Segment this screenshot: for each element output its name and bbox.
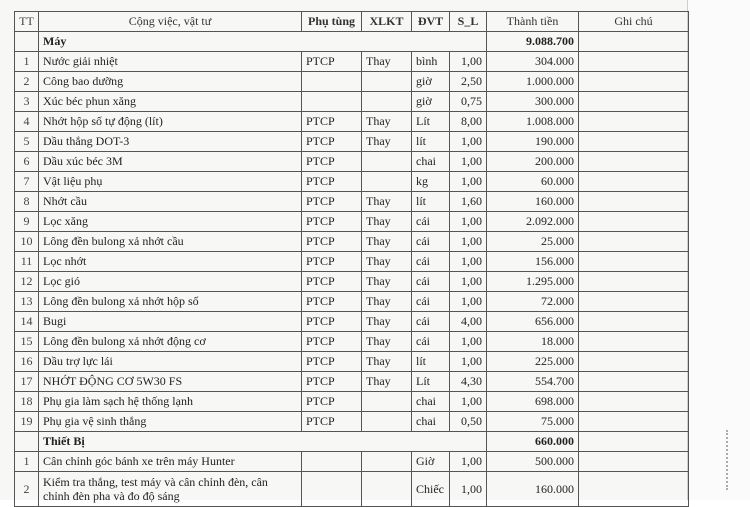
cell-note <box>579 252 689 272</box>
cell-note <box>579 472 689 507</box>
cell-name: Dầu xúc béc 3M <box>39 152 302 172</box>
cell-amount: 190.000 <box>487 132 579 152</box>
section-total: 9.088.700 <box>487 32 579 52</box>
cell-tt: 19 <box>15 412 39 432</box>
cell-sl: 1,00 <box>450 472 487 507</box>
table-row <box>15 452 689 472</box>
table-row <box>15 392 689 412</box>
cell-tt: 3 <box>15 92 39 112</box>
cell-amount: 72.000 <box>487 292 579 312</box>
cell-dvt: cái <box>412 332 450 352</box>
cell-amount: 656.000 <box>487 312 579 332</box>
cell-note <box>579 272 689 292</box>
header-part: Phụ tùng <box>302 12 362 32</box>
cell-part: PTCP <box>302 232 362 252</box>
header-name: Cộng việc, vật tư <box>39 12 302 32</box>
table-row <box>15 252 689 272</box>
table-body <box>15 32 689 507</box>
cell-part <box>302 472 362 507</box>
cell-amount: 1.295.000 <box>487 272 579 292</box>
cell-dvt: cái <box>412 312 450 332</box>
cell-amount: 500.000 <box>487 452 579 472</box>
cell-amount: 2.092.000 <box>487 212 579 232</box>
table-row <box>15 232 689 252</box>
cell-xlkt: Thay <box>362 292 412 312</box>
table-row <box>15 92 689 112</box>
cell-name: Lọc nhớt <box>39 252 302 272</box>
cell-tt: 1 <box>15 452 39 472</box>
cell-dvt: cái <box>412 232 450 252</box>
cell-amount: 160.000 <box>487 192 579 212</box>
section-row <box>15 32 689 52</box>
cell-tt: 10 <box>15 232 39 252</box>
section-total: 660.000 <box>487 432 579 452</box>
header-note: Ghi chú <box>579 12 689 32</box>
cell-dvt: cái <box>412 252 450 272</box>
cell-name: NHỚT ĐỘNG CƠ 5W30 FS <box>39 372 302 392</box>
cell-xlkt: Thay <box>362 112 412 132</box>
cell-xlkt: Thay <box>362 192 412 212</box>
cell-amount: 698.000 <box>487 392 579 412</box>
cell-amount: 554.700 <box>487 372 579 392</box>
cell-name: Lông đền bulong xả nhớt động cơ <box>39 332 302 352</box>
cell-note <box>579 172 689 192</box>
cell-tt: 14 <box>15 312 39 332</box>
cell-sl: 0,75 <box>450 92 487 112</box>
table-row <box>15 272 689 292</box>
cell-note <box>579 392 689 412</box>
cell-tt: 12 <box>15 272 39 292</box>
cell-sl: 2,50 <box>450 72 487 92</box>
cell-sl: 1,00 <box>450 252 487 272</box>
cell-dvt: chai <box>412 412 450 432</box>
cell-xlkt <box>362 452 412 472</box>
cell-tt: 11 <box>15 252 39 272</box>
section-row <box>15 432 689 452</box>
cell-tt: 8 <box>15 192 39 212</box>
table-row <box>15 52 689 72</box>
cell-part: PTCP <box>302 352 362 372</box>
cell-amount: 304.000 <box>487 52 579 72</box>
cell-tt: 1 <box>15 52 39 72</box>
cell-note <box>579 232 689 252</box>
cell-dvt: lít <box>412 132 450 152</box>
cell-xlkt <box>362 172 412 192</box>
cell-dvt: Lít <box>412 112 450 132</box>
cell-sl: 1,00 <box>450 392 487 412</box>
cell-name: Nước giải nhiệt <box>39 52 302 72</box>
cell-part <box>302 92 362 112</box>
table-row <box>15 372 689 392</box>
cell-amount: 225.000 <box>487 352 579 372</box>
cell-dvt: Lít <box>412 372 450 392</box>
cell-note <box>579 152 689 172</box>
cell-sl: 8,00 <box>450 112 487 132</box>
cell-note <box>579 112 689 132</box>
cell-note <box>579 92 689 112</box>
cell-part: PTCP <box>302 192 362 212</box>
cell-note <box>579 332 689 352</box>
cell-amount: 1.000.000 <box>487 72 579 92</box>
cell-note <box>579 52 689 72</box>
cell-tt: 13 <box>15 292 39 312</box>
cell-xlkt <box>362 472 412 507</box>
cell-amount: 156.000 <box>487 252 579 272</box>
cell-sl: 1,00 <box>450 352 487 372</box>
cell-tt: 15 <box>15 332 39 352</box>
cell-xlkt <box>362 152 412 172</box>
cell-note <box>579 72 689 92</box>
cell-name: Lọc gió <box>39 272 302 292</box>
invoice-table <box>14 11 689 507</box>
cell-note <box>579 372 689 392</box>
cell-tt: 16 <box>15 352 39 372</box>
cell-name: Cân chỉnh góc bánh xe trên máy Hunter <box>39 452 302 472</box>
cell-amount: 160.000 <box>487 472 579 507</box>
cell-note <box>579 192 689 212</box>
header-dvt: ĐVT <box>412 12 450 32</box>
cell-sl: 0,50 <box>450 412 487 432</box>
cell-dvt: cái <box>412 212 450 232</box>
cell-dvt: giờ <box>412 92 450 112</box>
cell-dvt: kg <box>412 172 450 192</box>
cell-tt: 6 <box>15 152 39 172</box>
cell-part: PTCP <box>302 212 362 232</box>
cell-tt: 4 <box>15 112 39 132</box>
cell-tt: 5 <box>15 132 39 152</box>
cell-name: Phụ gia vệ sinh thắng <box>39 412 302 432</box>
header-sl: S_L <box>450 12 487 32</box>
cell-note <box>579 292 689 312</box>
cell-part: PTCP <box>302 392 362 412</box>
cell-xlkt <box>362 392 412 412</box>
cell-tt: 2 <box>15 472 39 507</box>
cell-note <box>579 352 689 372</box>
table-row <box>15 472 689 507</box>
cell-sl: 1,00 <box>450 292 487 312</box>
cell-part: PTCP <box>302 332 362 352</box>
cell-part: PTCP <box>302 112 362 132</box>
cell-dvt: lít <box>412 352 450 372</box>
cell-part: PTCP <box>302 152 362 172</box>
cell-part: PTCP <box>302 272 362 292</box>
cell-xlkt: Thay <box>362 272 412 292</box>
table-row <box>15 332 689 352</box>
cell-dvt: Chiếc <box>412 472 450 507</box>
cell-part: PTCP <box>302 312 362 332</box>
section-title: Máy <box>39 32 487 52</box>
cell-dvt: bình <box>412 52 450 72</box>
cell-note <box>579 212 689 232</box>
cell-sl: 1,00 <box>450 272 487 292</box>
cell-sl: 1,00 <box>450 212 487 232</box>
cell-dvt: chai <box>412 152 450 172</box>
table-row <box>15 132 689 152</box>
cell-part: PTCP <box>302 132 362 152</box>
table-row <box>15 292 689 312</box>
cell-sl: 1,00 <box>450 132 487 152</box>
cell-note <box>579 412 689 432</box>
cell-part: PTCP <box>302 172 362 192</box>
cell-part: PTCP <box>302 372 362 392</box>
cell-dvt: cái <box>412 272 450 292</box>
table-row <box>15 112 689 132</box>
table-row <box>15 72 689 92</box>
cell-sl: 1,60 <box>450 192 487 212</box>
cell-part: PTCP <box>302 52 362 72</box>
cell-xlkt: Thay <box>362 332 412 352</box>
cell-xlkt <box>362 92 412 112</box>
cell-tt: 9 <box>15 212 39 232</box>
cell-amount: 75.000 <box>487 412 579 432</box>
cell-name: Xúc béc phun xăng <box>39 92 302 112</box>
cell-tt: 17 <box>15 372 39 392</box>
page-edge <box>687 0 750 500</box>
cell-dvt: lít <box>412 192 450 212</box>
cell-dvt: Giờ <box>412 452 450 472</box>
cell-sl: 1,00 <box>450 172 487 192</box>
cell-dvt: chai <box>412 392 450 412</box>
section-tt <box>15 32 39 52</box>
cell-part: PTCP <box>302 412 362 432</box>
cell-amount: 60.000 <box>487 172 579 192</box>
cell-note <box>579 132 689 152</box>
cell-xlkt <box>362 412 412 432</box>
cell-part: PTCP <box>302 292 362 312</box>
cell-dvt: giờ <box>412 72 450 92</box>
table-row <box>15 352 689 372</box>
section-title: Thiết Bị <box>39 432 487 452</box>
table-row <box>15 152 689 172</box>
cell-dvt: cái <box>412 292 450 312</box>
cell-amount: 200.000 <box>487 152 579 172</box>
cell-name: Phụ gia làm sạch hệ thống lạnh <box>39 392 302 412</box>
cell-amount: 25.000 <box>487 232 579 252</box>
cell-part: PTCP <box>302 252 362 272</box>
header-amount: Thành tiền <box>487 12 579 32</box>
cell-xlkt <box>362 72 412 92</box>
cell-name: Nhớt hộp số tự động (lít) <box>39 112 302 132</box>
cell-amount: 300.000 <box>487 92 579 112</box>
table-row <box>15 172 689 192</box>
section-tt <box>15 432 39 452</box>
header-xlkt: XLKT <box>362 12 412 32</box>
scan-mark <box>726 430 748 490</box>
cell-sl: 1,00 <box>450 52 487 72</box>
cell-part <box>302 72 362 92</box>
table-row <box>15 192 689 212</box>
cell-name: Bugi <box>39 312 302 332</box>
cell-sl: 4,30 <box>450 372 487 392</box>
cell-name: Nhớt cầu <box>39 192 302 212</box>
cell-part <box>302 452 362 472</box>
cell-xlkt: Thay <box>362 132 412 152</box>
cell-sl: 1,00 <box>450 232 487 252</box>
cell-xlkt: Thay <box>362 52 412 72</box>
cell-xlkt: Thay <box>362 232 412 252</box>
table-row <box>15 412 689 432</box>
cell-name: Lông đền bulong xả nhớt cầu <box>39 232 302 252</box>
cell-tt: 2 <box>15 72 39 92</box>
table-header-row <box>15 12 689 32</box>
header-tt: TT <box>15 12 39 32</box>
cell-sl: 4,00 <box>450 312 487 332</box>
cell-name: Công bao dưỡng <box>39 72 302 92</box>
cell-sl: 1,00 <box>450 452 487 472</box>
cell-name: Vật liệu phụ <box>39 172 302 192</box>
table-row <box>15 312 689 332</box>
cell-name: Kiểm tra thắng, test máy và cân chỉnh đèn, cân chỉnh đèn pha và đo độ sáng <box>39 472 302 507</box>
section-note <box>579 432 689 452</box>
cell-sl: 1,00 <box>450 332 487 352</box>
cell-xlkt: Thay <box>362 372 412 392</box>
cell-name: Dầu thắng DOT-3 <box>39 132 302 152</box>
cell-xlkt: Thay <box>362 212 412 232</box>
section-note <box>579 32 689 52</box>
cell-amount: 18.000 <box>487 332 579 352</box>
cell-note <box>579 452 689 472</box>
cell-xlkt: Thay <box>362 252 412 272</box>
cell-sl: 1,00 <box>450 152 487 172</box>
cell-amount: 1.008.000 <box>487 112 579 132</box>
cell-tt: 7 <box>15 172 39 192</box>
cell-name: Dầu trợ lực lái <box>39 352 302 372</box>
cell-xlkt: Thay <box>362 352 412 372</box>
table-row <box>15 212 689 232</box>
cell-name: Lọc xăng <box>39 212 302 232</box>
cell-name: Lông đền bulong xả nhớt hộp số <box>39 292 302 312</box>
cell-xlkt: Thay <box>362 312 412 332</box>
cell-note <box>579 312 689 332</box>
cell-tt: 18 <box>15 392 39 412</box>
